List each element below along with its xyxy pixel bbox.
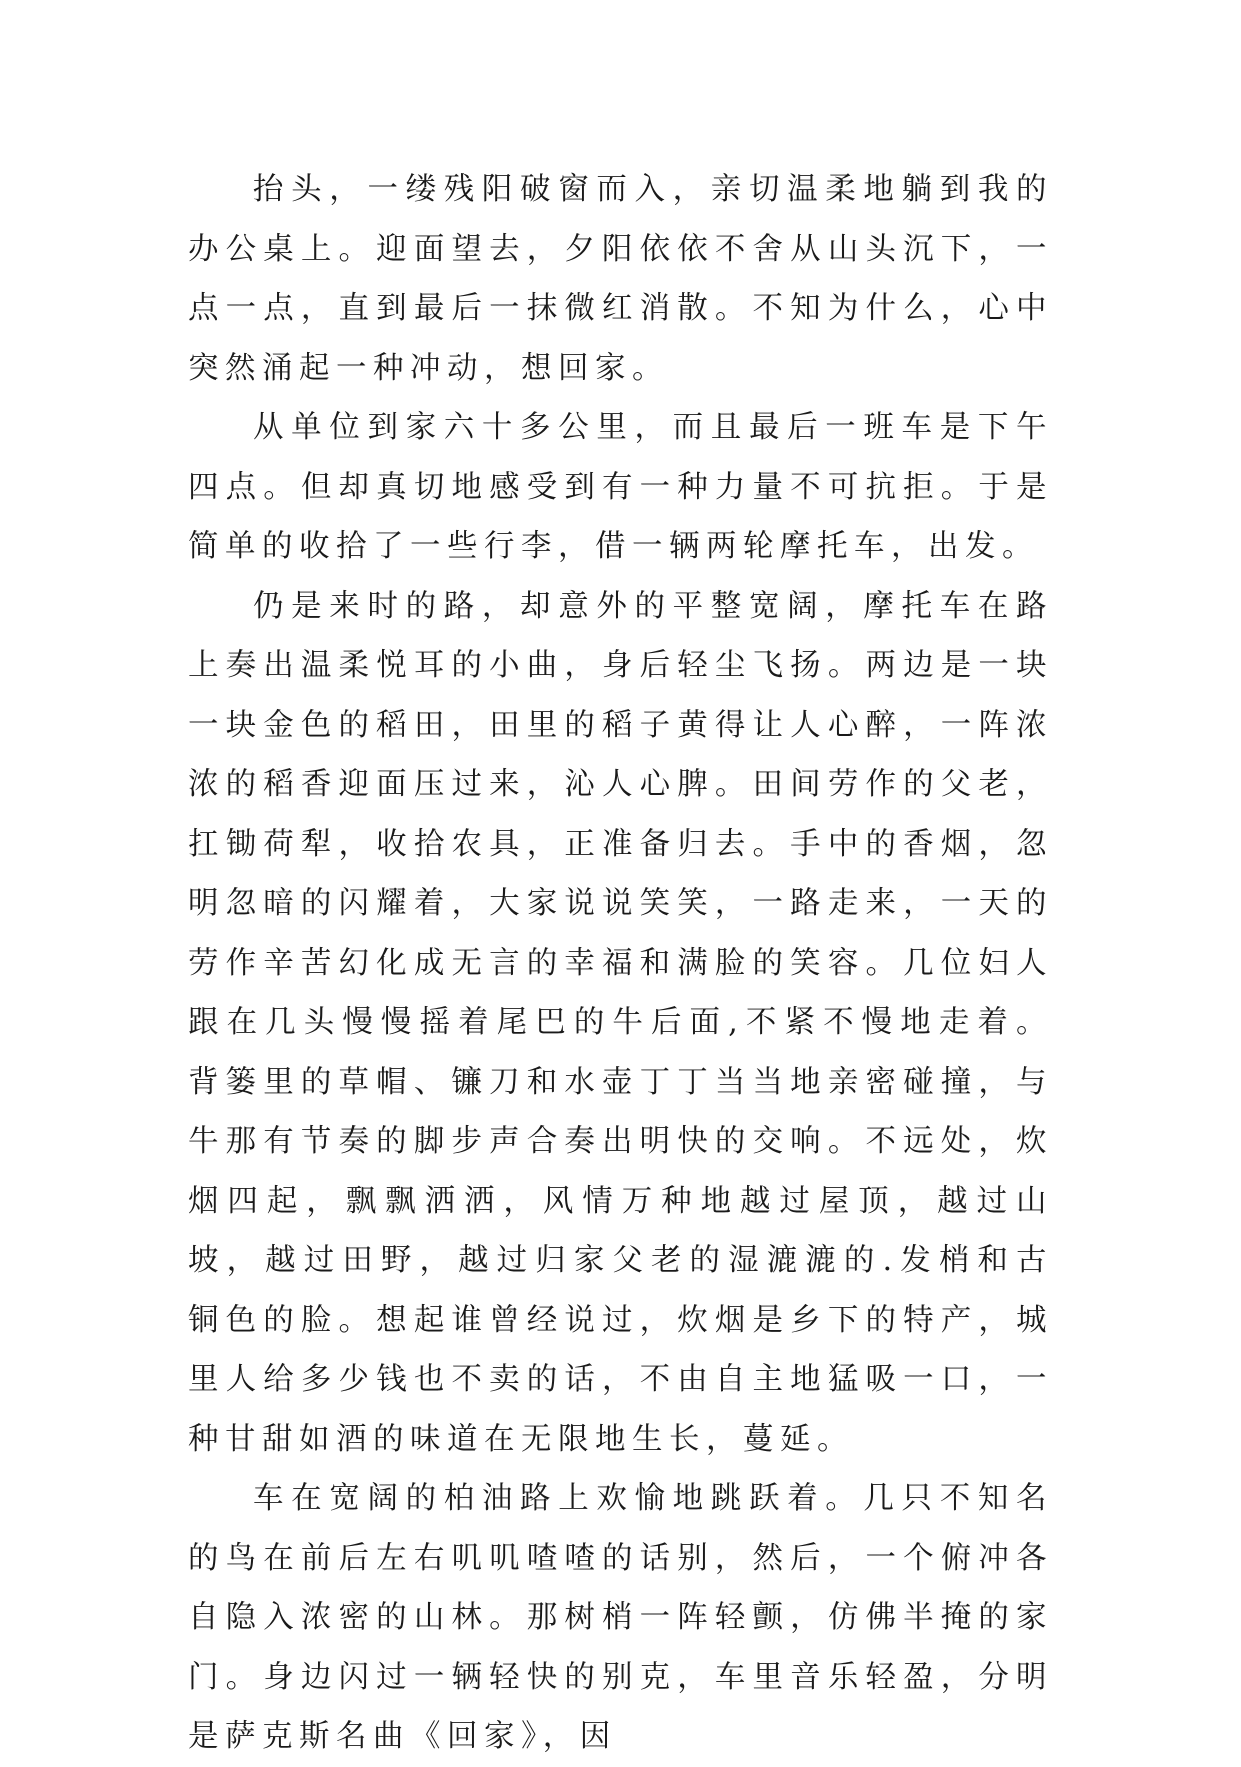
paragraph-4: 车在宽阔的柏油路上欢愉地跳跃着。几只不知名的鸟在前后左右叽叽喳喳的话别，然后，一个俯冲各自隐入浓密的山林。那树梢一阵轻颤，仿佛半掩的家门。身边闪过一辆轻快的别克，车里音乐轻盈，分明是萨克斯名曲《回家》，因 — [188, 1481, 1053, 1754]
paragraph-2: 从单位到家六十多公里，而且最后一班车是下午四点。但却真切地感受到有一种力量不可抗拒。于是简单的收拾了一些行李，借一辆两轮摩托车，出发。 — [188, 410, 1053, 564]
body-text — [188, 160, 1053, 1767]
paragraph-3: 仍是来时的路，却意外的平整宽阔，摩托车在路上奏出温柔悦耳的小曲，身后轻尘飞扬。两边是一块一块金色的稻田，田里的稻子黄得让人心醉，一阵浓浓的稻香迎面压过来，沁人心脾。田间劳作的父老，扛锄荷犁，收拾农具，正准备归去。手中的香烟，忽明忽暗的闪耀着，大家说说笑笑，一路走来，一天的劳作辛苦幻化成无言的幸福和满脸的笑容。几位妇人跟在几头慢慢摇着尾巴的牛后面,不紧不慢地走着。背篓里的草帽、镰刀和水壶丁丁当当地亲密碰撞，与牛那有节奏的脚步声合奏出明快的交响。不远处，炊烟四起，飘飘洒洒，风情万种地越过屋顶，越过山坡，越过田野，越过归家父老的湿漉漉的.发梢和古铜色的脸。想起谁曾经说过，炊烟是乡下的特产，城里人给多少钱也不卖的话，不由自主地猛吸一口，一种甘甜如酒的味道在无限地生长，蔓延。 — [188, 588, 1053, 1457]
paragraph-1: 抬头，一缕残阳破窗而入，亲切温柔地躺到我的办公桌上。迎面望去，夕阳依依不舍从山头沉下，一点一点，直到最后一抹微红消散。不知为什么，心中突然涌起一种冲动，想回家。 — [188, 172, 1053, 386]
